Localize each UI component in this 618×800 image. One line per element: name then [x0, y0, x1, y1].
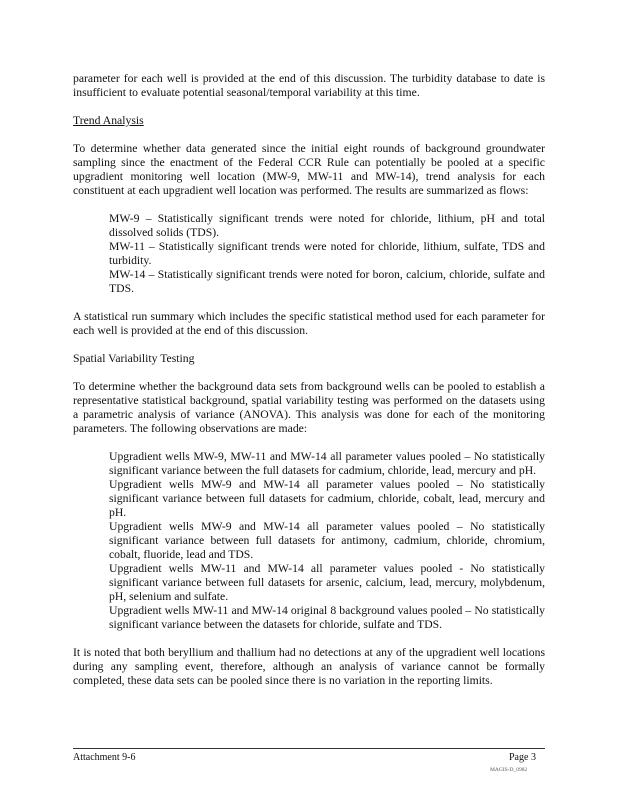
closing-paragraph: It is noted that both beryllium and thallium had no detections at any of the upgradient well locations during any sampling event, therefore, although an analysis of variance cannot be formally completed, these data sets can be pooled since there is no variation in the reporting limits.	[73, 646, 545, 687]
footer-page-number: Page 3	[509, 752, 536, 763]
spatial-item-4: Upgradient wells MW-11 and MW-14 all parameter values pooled - No statistically significant variance between full datasets for arsenic, calcium, lead, mercury, molybdenum, pH, selenium and sulfate.	[109, 562, 545, 603]
spatial-item-3: Upgradient wells MW-9 and MW-14 all parameter values pooled – No statistically significant variance between full datasets for antimony, cadmium, chloride, chromium, cobalt, fluoride, lead and TDS.	[109, 520, 545, 561]
trend-analysis-heading: Trend Analysis	[73, 114, 144, 127]
trend-summary-paragraph: A statistical run summary which includes the specific statistical method used for each parameter for each well is provided at the end of this discussion.	[73, 310, 545, 337]
intro-paragraph: parameter for each well is provided at the end of this discussion. The turbidity database to date is insufficient to evaluate potential seasonal/temporal variability at this time.	[73, 72, 545, 99]
trend-results-list	[109, 212, 545, 296]
spatial-results-list	[109, 450, 545, 632]
footer-document-code: MAGIS-D_0982	[490, 767, 528, 773]
spatial-item-1: Upgradient wells MW-9, MW-11 and MW-14 all parameter values pooled – No statistically significant variance between the full datasets for cadmium, chloride, lead, mercury and pH.	[109, 450, 545, 477]
trend-item-mw9: MW-9 – Statistically significant trends were noted for chloride, lithium, pH and total dissolved solids (TDS).	[109, 212, 545, 239]
trend-item-mw11: MW-11 – Statistically significant trends were noted for chloride, lithium, sulfate, TDS and turbidity.	[109, 240, 545, 267]
trend-analysis-paragraph: To determine whether data generated since the initial eight rounds of background groundwater sampling since the enactment of the Federal CCR Rule can potentially be pooled at a specific upgradient monitoring well location (MW-9, MW-11 and MW-14), trend analysis for each constituent at each upgradient well location was performed. The results are summarized as flows:	[73, 142, 545, 197]
spatial-item-2: Upgradient wells MW-9 and MW-14 all parameter values pooled – No statistically significant variance between full datasets for cadmium, chloride, cobalt, lead, mercury and pH.	[109, 478, 545, 519]
spatial-item-5: Upgradient wells MW-11 and MW-14 original 8 background values pooled – No statistically significant variance between the datasets for chloride, sulfate and TDS.	[109, 604, 545, 631]
document-body	[73, 72, 545, 702]
trend-item-mw14: MW-14 – Statistically significant trends were noted for boron, calcium, chloride, sulfate and TDS.	[109, 268, 545, 295]
spatial-variability-paragraph: To determine whether the background data sets from background wells can be pooled to establish a representative statistical background, spatial variability testing was performed on the datasets using a parametric analysis of variance (ANOVA). This analysis was done for each of the monitoring parameters. The following observations are made:	[73, 380, 545, 435]
footer-attachment-label: Attachment 9-6	[73, 752, 136, 763]
footer-divider	[73, 748, 545, 749]
spatial-variability-heading: Spatial Variability Testing	[73, 352, 195, 365]
